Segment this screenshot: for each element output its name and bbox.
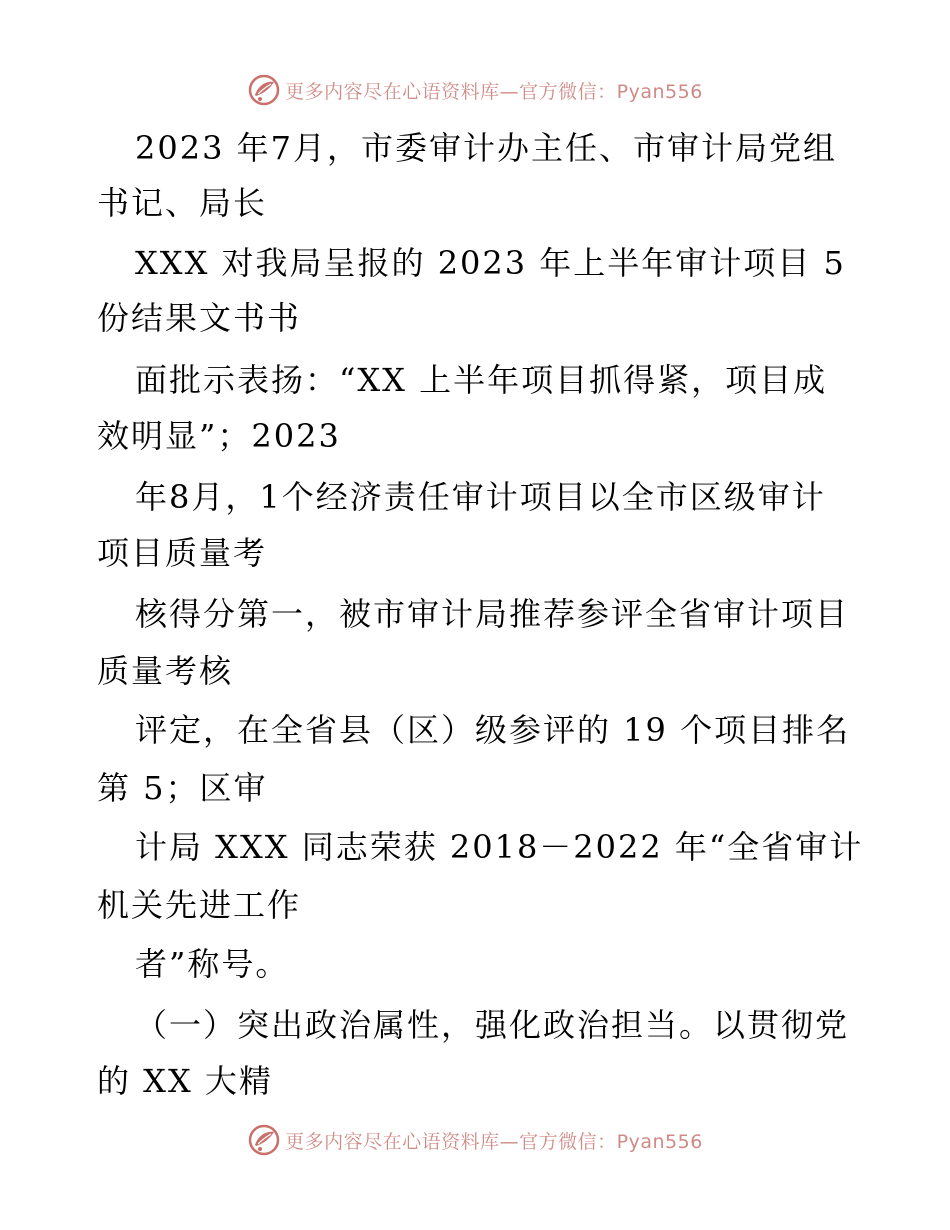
text-line: 质量考核	[97, 652, 234, 690]
text-line: 书记、局长	[97, 184, 268, 222]
watermark-text: 更多内容尽在心语资料库—官方微信：Pyan556	[285, 80, 703, 103]
text-line: XXX 对我局呈报的 2023 年上半年审计项目 5	[135, 244, 846, 282]
text-line: 年8月，1个经济责任审计项目以全市区级审计	[135, 478, 826, 516]
text-line: 2023 年7月，市委审计办主任、市审计局党组	[135, 129, 837, 167]
leaf-swirl-logo-icon	[247, 73, 281, 107]
header-watermark-banner	[0, 70, 950, 110]
footer-watermark-banner	[0, 1120, 950, 1160]
text-line: 者”称号。	[135, 945, 290, 983]
text-line: 第 5；区审	[97, 769, 268, 807]
text-line: 份结果文书书	[97, 299, 302, 337]
leaf-swirl-logo-icon	[247, 1123, 281, 1157]
text-line: （一）突出政治属性，强化政治担当。以贯彻党	[135, 1006, 850, 1044]
text-line: 机关先进工作	[97, 886, 302, 924]
text-line: 核得分第一，被市审计局推荐参评全省审计项目	[135, 595, 850, 633]
text-line: 项目质量考	[97, 534, 268, 572]
text-line: 效明显”；2023	[97, 417, 341, 455]
text-line: 面批示表扬：“XX 上半年项目抓得紧，项目成	[135, 361, 828, 399]
text-line: 的 XX 大精	[97, 1062, 273, 1100]
watermark-text: 更多内容尽在心语资料库—官方微信：Pyan556	[285, 1130, 703, 1153]
text-line: 评定，在全省县（区）级参评的 19 个项目排名	[135, 711, 851, 749]
text-line: 计局 XXX 同志荣获 2018－2022 年“全省审计	[135, 828, 864, 866]
